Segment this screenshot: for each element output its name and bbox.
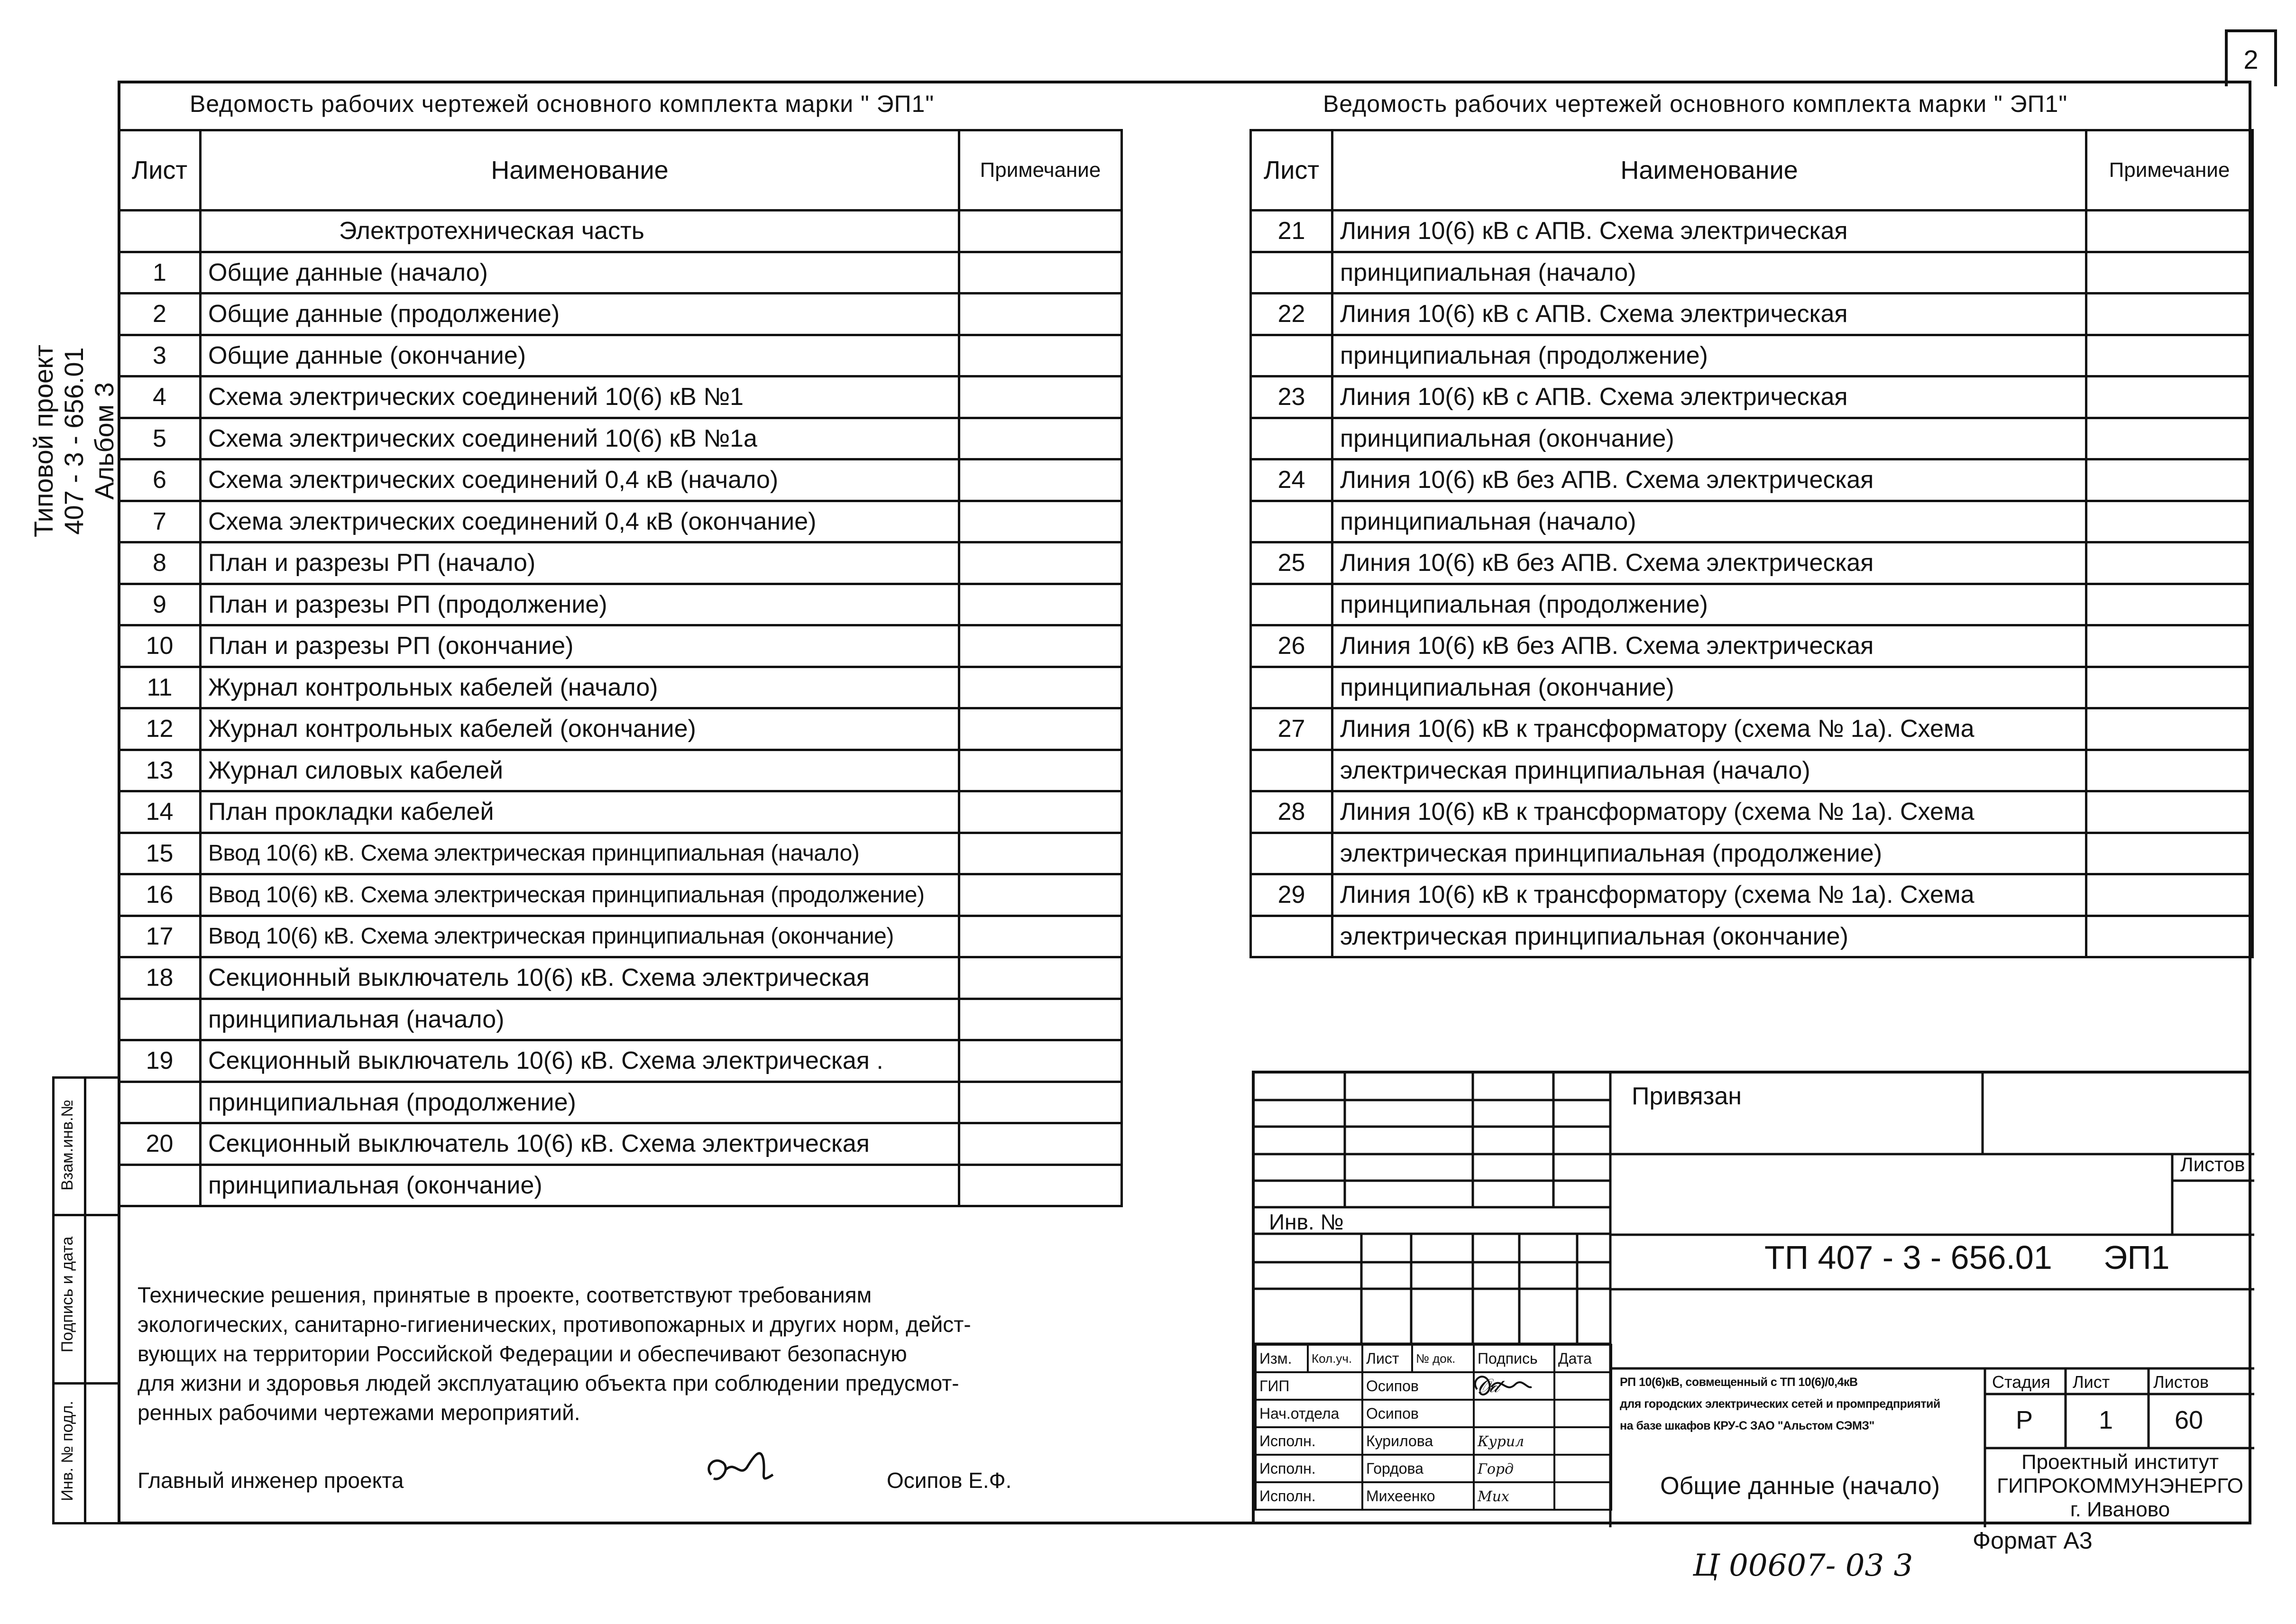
row-name: принципиальная (продолжение) <box>201 1082 959 1123</box>
row-note <box>2086 708 2253 750</box>
right-drawings-table <box>1249 129 2254 958</box>
stage-label: Стадия <box>1992 1372 2050 1392</box>
side-caption-line-3: Альбом 3 <box>89 382 119 500</box>
row-name: Электротехническая часть <box>201 211 959 252</box>
signer-role: Исполн. <box>1256 1427 1362 1455</box>
row-note <box>959 750 1122 791</box>
side-caption-line-1: Типовой проект <box>28 344 58 538</box>
row-sheet-number <box>1251 833 1332 874</box>
table-row <box>119 667 1122 708</box>
row-note <box>959 1040 1122 1082</box>
table-row <box>119 459 1122 501</box>
row-sheet-number: 25 <box>1251 542 1332 584</box>
row-name: принципиальная (начало) <box>201 999 959 1040</box>
row-note <box>959 335 1122 376</box>
row-sheet-number <box>119 1082 201 1123</box>
table-row <box>119 874 1122 916</box>
table-row <box>1251 542 2253 584</box>
table-row <box>119 376 1122 418</box>
row-sheet-number <box>1251 750 1332 791</box>
row-name: Ввод 10(6) кВ. Схема электрическая принципиальная (продолжение) <box>201 874 959 916</box>
row-note <box>2086 750 2253 791</box>
row-sheet-number: 15 <box>119 833 201 874</box>
row-sheet-number: 4 <box>119 376 201 418</box>
row-sheet-number: 17 <box>119 916 201 957</box>
table-row <box>1251 750 2253 791</box>
table-row <box>119 999 1122 1040</box>
row-sheet-number: 28 <box>1251 791 1332 833</box>
row-name: План и разрезы РП (окончание) <box>201 625 959 667</box>
row-sheet-number: 20 <box>119 1123 201 1165</box>
object-line: РП 10(6)кВ, совмещенный с ТП 10(6)/0,4кВ <box>1620 1376 1858 1389</box>
row-sheet-number <box>1251 335 1332 376</box>
page-number-box <box>2225 29 2277 86</box>
row-note <box>2086 625 2253 667</box>
row-sheet-number: 9 <box>119 584 201 625</box>
compliance-line: вующих на территории Российской Федерации и обеспечивают безопасную <box>138 1341 907 1366</box>
row-sheet-number <box>119 211 201 252</box>
signer-role: Нач.отдела <box>1256 1400 1362 1427</box>
side-stamp-strip <box>52 1076 118 1524</box>
table-row <box>119 916 1122 957</box>
row-note <box>2086 376 2253 418</box>
stage-value: Р <box>2016 1406 2033 1434</box>
row-sheet-number: 5 <box>119 418 201 459</box>
row-note <box>2086 252 2253 294</box>
row-sheet-number: 26 <box>1251 625 1332 667</box>
row-name: Схема электрических соединений 10(6) кВ №1 <box>201 376 959 418</box>
drawing-mark: ЭП1 <box>2103 1239 2170 1276</box>
table-row <box>1251 667 2253 708</box>
signer-name: Осипов <box>1362 1400 1474 1427</box>
table-row <box>119 1165 1122 1206</box>
table-row <box>1251 584 2253 625</box>
stamp-signature-date: Подпись и дата <box>58 1236 76 1353</box>
signer-role: Исполн. <box>1256 1482 1362 1510</box>
row-sheet-number: 16 <box>119 874 201 916</box>
row-note <box>959 294 1122 335</box>
compliance-line: экологических, санитарно-гигиенических, противопожарных и других норм, дейст- <box>138 1312 971 1337</box>
row-note <box>959 957 1122 999</box>
row-note <box>959 916 1122 957</box>
stamp-original-inv: Инв. № подл. <box>58 1401 76 1501</box>
row-note <box>2086 294 2253 335</box>
row-sheet-number: 2 <box>119 294 201 335</box>
table-row <box>1251 335 2253 376</box>
table-row <box>119 708 1122 750</box>
col-qty: Кол.уч. <box>1308 1345 1362 1372</box>
row-sheet-number: 23 <box>1251 376 1332 418</box>
row-note <box>959 211 1122 252</box>
row-sheet-number: 7 <box>119 501 201 542</box>
row-name: План и разрезы РП (начало) <box>201 542 959 584</box>
row-note <box>2086 335 2253 376</box>
organization-line: г. Иваново <box>2070 1498 2170 1521</box>
row-sheet-number: 12 <box>119 708 201 750</box>
table-row <box>1251 376 2253 418</box>
table-row <box>1251 211 2253 252</box>
table-row <box>119 1123 1122 1165</box>
table-row <box>119 584 1122 625</box>
row-name: принципиальная (окончание) <box>201 1165 959 1206</box>
total-value: 60 <box>2175 1406 2204 1434</box>
row-note <box>959 708 1122 750</box>
organization-line: ГИПРОКОММУНЭНЕРГО <box>1997 1474 2243 1497</box>
row-name: Линия 10(6) кВ без АПВ. Схема электрическая <box>1332 459 2086 501</box>
inv-number-label: Инв. № <box>1269 1210 1344 1234</box>
row-name: Линия 10(6) кВ с АПВ. Схема электрическая <box>1332 294 2086 335</box>
row-note <box>959 667 1122 708</box>
row-note <box>959 252 1122 294</box>
table-row <box>1251 501 2253 542</box>
row-note <box>959 418 1122 459</box>
table-row <box>1251 459 2253 501</box>
row-sheet-number: 24 <box>1251 459 1332 501</box>
row-sheet-number: 11 <box>119 667 201 708</box>
row-name: принципиальная (начало) <box>1332 252 2086 294</box>
row-note <box>2086 542 2253 584</box>
row-note <box>2086 874 2253 916</box>
row-name: Общие данные (окончание) <box>201 335 959 376</box>
row-note <box>959 833 1122 874</box>
header-name: Наименование <box>1332 130 2086 211</box>
table-row <box>119 625 1122 667</box>
signer-name: Михеенко <box>1362 1482 1474 1510</box>
table-row <box>119 750 1122 791</box>
row-sheet-number: 22 <box>1251 294 1332 335</box>
row-sheet-number: 10 <box>119 625 201 667</box>
header-sheet: Лист <box>1251 130 1332 211</box>
row-name: Секционный выключатель 10(6) кВ. Схема электрическая <box>201 957 959 999</box>
row-note <box>2086 459 2253 501</box>
row-sheet-number <box>1251 418 1332 459</box>
row-note <box>959 1082 1122 1123</box>
row-name: Ввод 10(6) кВ. Схема электрическая принципиальная (окончание) <box>201 916 959 957</box>
table-row <box>119 542 1122 584</box>
row-note <box>2086 916 2253 957</box>
row-sheet-number <box>1251 501 1332 542</box>
row-note <box>2086 418 2253 459</box>
col-change: Изм. <box>1256 1345 1308 1372</box>
table-row <box>119 501 1122 542</box>
table-row <box>119 1040 1122 1082</box>
table-row <box>119 335 1122 376</box>
row-name: Линия 10(6) кВ с АПВ. Схема электрическая <box>1332 376 2086 418</box>
total-label: Листов <box>2153 1372 2209 1392</box>
header-name: Наименование <box>201 130 959 211</box>
row-sheet-number <box>119 999 201 1040</box>
signer-signature: Горд <box>1474 1455 1554 1482</box>
row-name: Линия 10(6) кВ без АПВ. Схема электрическая <box>1332 625 2086 667</box>
signer-name: Гордова <box>1362 1455 1474 1482</box>
header-note: Примечание <box>959 130 1122 211</box>
signer-role: ГИП <box>1256 1372 1362 1400</box>
table-row <box>119 294 1122 335</box>
row-note <box>959 459 1122 501</box>
drawing-designation: ТП 407 - 3 - 656.01 <box>1764 1239 2052 1276</box>
object-line: на базе шкафов КРУ-С ЗАО "Альстом СЭМЗ" <box>1620 1419 1874 1432</box>
table-row <box>1251 916 2253 957</box>
sheet-value: 1 <box>2099 1406 2113 1434</box>
row-sheet-number: 21 <box>1251 211 1332 252</box>
row-sheet-number: 19 <box>119 1040 201 1082</box>
row-name: принципиальная (продолжение) <box>1332 584 2086 625</box>
signer-role: Исполн. <box>1256 1455 1362 1482</box>
row-sheet-number: 3 <box>119 335 201 376</box>
table-row <box>1251 294 2253 335</box>
row-name: Линия 10(6) кВ с АПВ. Схема электрическая <box>1332 211 2086 252</box>
signer-name: Осипов <box>1362 1372 1474 1400</box>
row-note <box>959 625 1122 667</box>
row-sheet-number <box>119 1165 201 1206</box>
row-sheet-number <box>1251 667 1332 708</box>
row-name: Общие данные (продолжение) <box>201 294 959 335</box>
gip-signature <box>1470 1366 1536 1406</box>
row-note <box>2086 791 2253 833</box>
compliance-line: Технические решения, принятые в проекте, соответствуют требованиям <box>138 1283 872 1307</box>
sheet-label: Лист <box>2073 1372 2110 1392</box>
row-sheet-number: 1 <box>119 252 201 294</box>
signer-signature: Курил <box>1474 1427 1554 1455</box>
table-header-row <box>119 130 1122 211</box>
table-row <box>1251 874 2253 916</box>
row-name: Схема электрических соединений 0,4 кВ (начало) <box>201 459 959 501</box>
row-name: План прокладки кабелей <box>201 791 959 833</box>
page-number: 2 <box>2243 44 2259 74</box>
title-block <box>1252 1071 2251 1524</box>
attached-label: Привязан <box>1632 1083 1742 1110</box>
signer-signature: Мих <box>1474 1482 1554 1510</box>
row-sheet-number: 18 <box>119 957 201 999</box>
chief-engineer-role: Главный инженер проекта <box>138 1468 404 1493</box>
row-name: Ввод 10(6) кВ. Схема электрическая принципиальная (начало) <box>201 833 959 874</box>
row-note <box>959 584 1122 625</box>
row-name: Журнал контрольных кабелей (начало) <box>201 667 959 708</box>
chief-engineer-name: Осипов Е.Ф. <box>887 1468 1012 1493</box>
table-row <box>119 957 1122 999</box>
row-name: принципиальная (продолжение) <box>1332 335 2086 376</box>
row-sheet-number: 29 <box>1251 874 1332 916</box>
row-name: принципиальная (окончание) <box>1332 418 2086 459</box>
col-doc: № док. <box>1412 1345 1474 1372</box>
object-line: для городских электрических сетей и промпредприятий <box>1620 1397 1940 1411</box>
row-name: Схема электрических соединений 10(6) кВ №1а <box>201 418 959 459</box>
row-sheet-number <box>1251 584 1332 625</box>
table-row <box>119 1082 1122 1123</box>
header-note: Примечание <box>2086 130 2253 211</box>
row-name: принципиальная (окончание) <box>1332 667 2086 708</box>
left-list-title: Ведомость рабочих чертежей основного комплекта марки " ЭП1" <box>190 91 935 117</box>
row-note <box>959 1123 1122 1165</box>
table-header-row <box>1251 130 2253 211</box>
row-note <box>2086 211 2253 252</box>
table-row <box>1251 625 2253 667</box>
row-name: Линия 10(6) кВ к трансформатору (схема № 1а). Схема <box>1332 708 2086 750</box>
side-caption-line-2: 407 - 3 - 656.01 <box>59 347 89 535</box>
row-name: Журнал силовых кабелей <box>201 750 959 791</box>
table-row <box>1251 791 2253 833</box>
side-caption <box>28 337 119 545</box>
row-name: принципиальная (начало) <box>1332 501 2086 542</box>
signer-signature: 𝒪𝒹 <box>1474 1372 1554 1400</box>
row-name: Секционный выключатель 10(6) кВ. Схема электрическая <box>201 1123 959 1165</box>
left-drawings-table <box>118 129 1123 1207</box>
row-note <box>959 501 1122 542</box>
document-title: Общие данные (начало) <box>1660 1472 1940 1500</box>
row-sheet-number: 6 <box>119 459 201 501</box>
row-note <box>959 874 1122 916</box>
row-sheet-number <box>1251 916 1332 957</box>
row-name: электрическая принципиальная (окончание) <box>1332 916 2086 957</box>
table-row <box>1251 418 2253 459</box>
header-sheet: Лист <box>119 130 201 211</box>
row-name: Линия 10(6) кВ без АПВ. Схема электрическая <box>1332 542 2086 584</box>
table-row <box>119 252 1122 294</box>
table-row <box>119 833 1122 874</box>
table-row <box>1251 833 2253 874</box>
row-note <box>959 791 1122 833</box>
row-name: Журнал контрольных кабелей (окончание) <box>201 708 959 750</box>
archive-number: Ц 00607- 03 3 <box>1693 1548 1913 1583</box>
col-sheet: Лист <box>1362 1345 1412 1372</box>
table-row <box>1251 708 2253 750</box>
row-sheet-number <box>1251 252 1332 294</box>
row-name: электрическая принципиальная (продолжение) <box>1332 833 2086 874</box>
row-name: Схема электрических соединений 0,4 кВ (окончание) <box>201 501 959 542</box>
format-label: Формат А3 <box>1973 1527 2093 1554</box>
row-sheet-number: 14 <box>119 791 201 833</box>
row-name: Секционный выключатель 10(6) кВ. Схема электрическая . <box>201 1040 959 1082</box>
stamp-replace-inv: Взам.инв.№ <box>58 1100 76 1191</box>
table-row <box>119 791 1122 833</box>
table-row <box>119 418 1122 459</box>
row-note <box>959 542 1122 584</box>
row-name: Линия 10(6) кВ к трансформатору (схема № 1а). Схема <box>1332 791 2086 833</box>
organization <box>1987 1450 2253 1522</box>
row-note <box>2086 667 2253 708</box>
table-row <box>119 211 1122 252</box>
row-note <box>959 1165 1122 1206</box>
row-name: электрическая принципиальная (начало) <box>1332 750 2086 791</box>
compliance-line: ренных рабочими чертежами мероприятий. <box>138 1400 580 1425</box>
row-name: Линия 10(6) кВ к трансформатору (схема № 1а). Схема <box>1332 874 2086 916</box>
right-list-title: Ведомость рабочих чертежей основного комплекта марки " ЭП1" <box>1323 91 2068 117</box>
row-name: Общие данные (начало) <box>201 252 959 294</box>
sheets-count-label: Листов <box>2180 1153 2245 1175</box>
row-note <box>2086 584 2253 625</box>
col-date: Дата <box>1554 1345 1611 1372</box>
organization-line: Проектный институт <box>2021 1450 2219 1474</box>
object-description <box>1620 1371 1940 1437</box>
row-sheet-number: 27 <box>1251 708 1332 750</box>
row-note <box>2086 501 2253 542</box>
compliance-statement <box>138 1280 1062 1427</box>
row-sheet-number: 13 <box>119 750 201 791</box>
row-note <box>959 999 1122 1040</box>
chief-engineer-signature <box>702 1441 782 1494</box>
row-name: План и разрезы РП (продолжение) <box>201 584 959 625</box>
col-signature: Подпись <box>1474 1345 1554 1372</box>
row-note <box>959 376 1122 418</box>
table-row <box>1251 252 2253 294</box>
row-note <box>2086 833 2253 874</box>
signer-name: Курилова <box>1362 1427 1474 1455</box>
compliance-line: для жизни и здоровья людей эксплуатацию объекта при соблюдении предусмот- <box>138 1371 959 1395</box>
row-sheet-number: 8 <box>119 542 201 584</box>
